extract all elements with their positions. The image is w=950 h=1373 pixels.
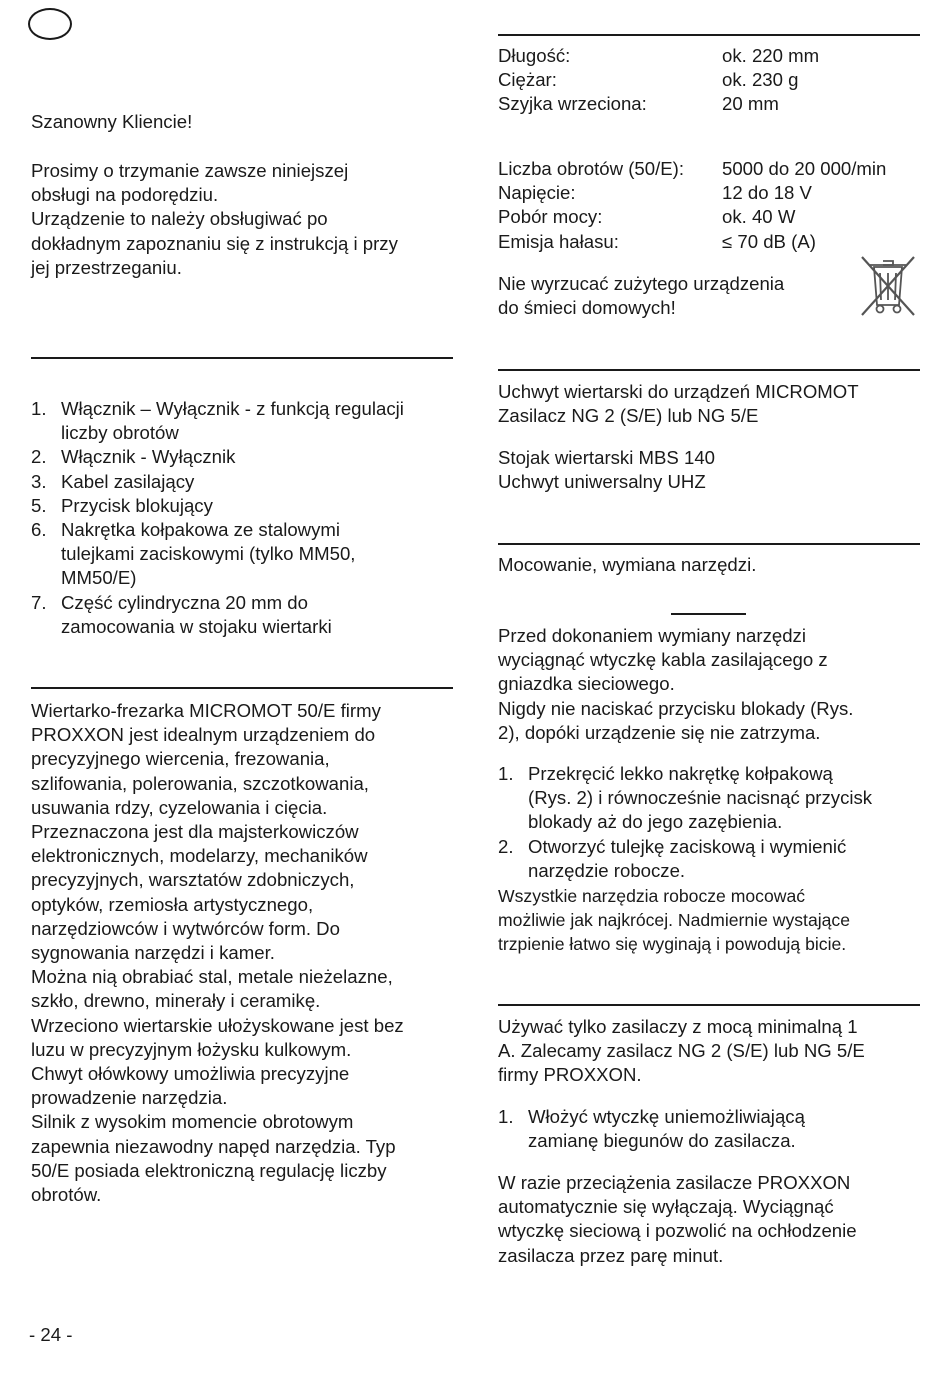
parts-list [31,397,461,639]
disposal-note: Nie wyrzucać zużytego urządzenia do śmieci domowych! [498,273,785,319]
tool-note: Wszystkie narzędzia robocze mocować możliwie jak najkrócej. Nadmiernie wystające trzpienie łatwo się wyginają i powodują bicie. [498,886,851,954]
accessories-list-extra: Stojak wiertarski MBS 140 Uchwyt uniwersalny UHZ [498,447,716,493]
section-divider [31,357,453,359]
section-divider [498,543,920,545]
section-divider [498,34,920,36]
spec-row: Długość: ok. 220 mm [498,45,820,66]
spec-row: Pobór mocy: ok. 40 W [498,206,796,228]
mounting-steps [498,762,928,883]
spec-row: Ciężar: ok. 230 g [498,69,799,91]
power-supply-paragraph: Używać tylko zasilaczy z mocą minimalną 1 A. Zalecamy zasilacz NG 2 (S/E) lub NG 5/E firmy PROXXON. [498,1016,865,1086]
intro-paragraph: Prosimy o trzymanie zawsze niniejszej obsługi na podorędziu. Urządzenie to należy obsługiwać po dokładnym zapoznaniu się z instrukcją i przy jej przestrzeganiu. [31,160,398,278]
section-divider [498,1004,920,1006]
spec-row: Liczba obrotów (50/E): 5000 do 20 000/min [498,158,887,179]
specs-electrical [498,157,928,254]
spec-row: Napięcie: 12 do 18 V [498,182,812,204]
warning-paragraph: Przed dokonaniem wymiany narzędzi wyciągnąć wtyczkę kabla zasilającego z gniazdka sieciowego. Nigdy nie naciskać przycisku blokady (Rys. 2), dopóki urządzenie się nie zatrzyma. [498,625,854,743]
spec-row: Emisja hałasu: ≤ 70 dB (A) [498,230,816,252]
specs-dimensions [498,44,928,117]
section-divider [31,687,453,689]
country-badge [28,8,72,40]
list-item: 5. Przycisk blokujący [31,494,213,516]
list-item: 2. Otworzyć tulejkę zaciskową i wymienić narzędzie robocze. [498,835,847,881]
accessories-list: Uchwyt wiertarski do urządzeń MICROMOT Zasilacz NG 2 (S/E) lub NG 5/E [498,381,859,427]
power-steps [498,1105,928,1153]
list-item: 1. Przekręcić lekko nakrętkę kołpakową (Rys. 2) i równocześnie nacisnąć przycisk blokady aż do jego zazębienia. [498,763,873,833]
list-item: 3. Kabel zasilający [31,470,195,492]
page-number: - 24 - [29,1324,73,1345]
list-item: 7. Część cylindryczna 20 mm do zamocowania w stojaku wiertarki [31,591,332,637]
list-item: 1. Włożyć wtyczkę uniemożliwiającą zamianę biegunów do zasilacza. [498,1106,805,1152]
warning-underline [671,613,746,615]
mounting-title: Mocowanie, wymiana narzędzi. [498,554,757,575]
list-item: 2. Włącznik - Wyłącznik [31,446,236,468]
section-divider [498,369,920,371]
greeting: Szanowny Kliencie! [31,111,193,132]
spec-row: Szyjka wrzeciona: 20 mm [498,93,779,115]
description-paragraph: Wiertarko-frezarka MICROMOT 50/E firmy PROXXON jest idealnym urządzeniem do precyzyjnego wiercenia, frezowania, szlifowania, polerowania, szczotkowania, usuwania rdzy, cyzelowania i cięcia. Przeznaczona jest dla majsterkowiczów elektronicznych, modelarzy, mechaników precyzyjnych, warsztatów zdobniczych, optyków, rzemiosła artystycznego, narzędziowców i wytwórców form. Do sygnowania narzędzi i kamer. Można nią obrabiać stal, metale nieżelazne, szkło, drewno, minerały i ceramikę. Wrzeciono wiertarskie ułożyskowane jest bez luzu w precyzyjnym łożysku kulkowym. Chwyt ołówkowy umożliwia precyzyjne prowadzenie narzędzia. Silnik z wysokim momencie obrotowym zapewnia niezawodny napęd narzędzia. Typ 50/E posiada elektroniczną regulację liczby obrotów. [31,700,404,1206]
list-item: 6. Nakrętka kołpakowa ze stalowymi tulejkami zaciskowymi (tylko MM50, MM50/E) [31,519,356,589]
crossed-out-wheelie-bin-icon [856,253,920,319]
overload-paragraph: W razie przeciążenia zasilacze PROXXON automatycznie się wyłączają. Wyciągnąć wtyczkę sieciową i pozwolić na ochłodzenie zasilacza przez parę minut. [498,1172,857,1266]
list-item: 1. Włącznik – Wyłącznik - z funkcją regulacji liczby obrotów [31,398,404,444]
